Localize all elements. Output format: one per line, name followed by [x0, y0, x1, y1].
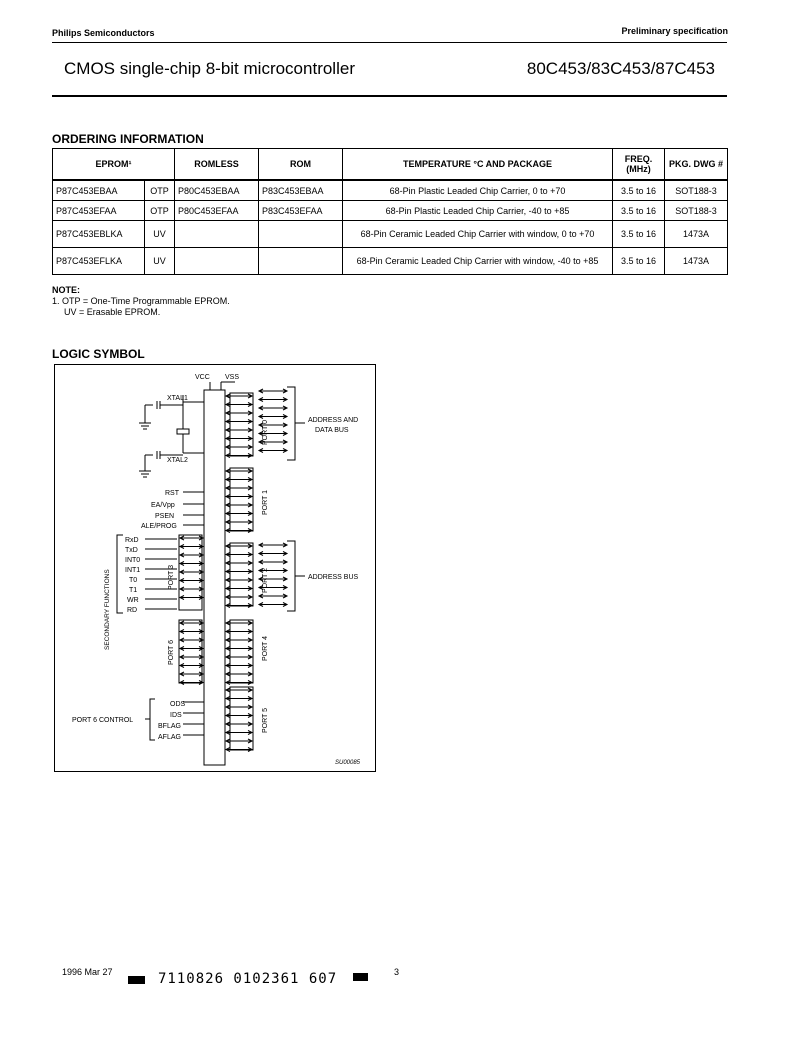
- col-eprom: EPROM¹: [53, 149, 175, 181]
- barcode-block-right: [353, 973, 368, 981]
- bflag-label: BFLAG: [158, 723, 181, 730]
- col-dwg: PKG. DWG #: [665, 149, 728, 181]
- ea-vpp-label: EA/Vpp: [151, 502, 175, 509]
- col-freq: FREQ. (MHz): [613, 149, 665, 181]
- port0-label: PORT 0: [262, 419, 269, 445]
- port1-label: PORT 1: [262, 489, 269, 515]
- footer-date: 1996 Mar 27: [62, 967, 113, 977]
- rd-label: RD: [127, 607, 138, 614]
- cell-type: OTP: [145, 180, 175, 201]
- xtal1-label: XTAL1: [167, 395, 188, 402]
- cell-dwg: 1473A: [665, 221, 728, 248]
- int0-label: INT0: [125, 557, 141, 564]
- port6-control-label: PORT 6 CONTROL: [72, 717, 134, 724]
- cell-rom: P83C453EFAA: [259, 201, 343, 221]
- rst-label: RST: [165, 490, 179, 497]
- cell-rom: [259, 221, 343, 248]
- cell-temp: 68-Pin Plastic Leaded Chip Carrier, 0 to +70: [343, 180, 613, 201]
- footer-barcode-number: 7110826 0102361 607: [158, 971, 338, 987]
- logic-symbol-diagram: [55, 365, 375, 771]
- col-romless: ROMLESS: [175, 149, 259, 181]
- cell-eprom: P87C453EFLKA: [53, 248, 145, 275]
- t1-label: T1: [129, 587, 138, 594]
- ods-label: ODS: [170, 701, 186, 708]
- table-row: [53, 248, 728, 275]
- cell-temp: 68-Pin Ceramic Leaded Chip Carrier with window, 0 to +70: [343, 221, 613, 248]
- cell-eprom: P87C453EFAA: [53, 201, 145, 221]
- table-row: [53, 201, 728, 221]
- page-number: 3: [394, 967, 400, 977]
- cell-romless: P80C453EFAA: [175, 201, 259, 221]
- header-rule: [52, 42, 727, 43]
- ordering-note: [52, 285, 230, 318]
- address-bus-label: ADDRESS BUS: [308, 574, 359, 581]
- port6-label: PORT 6: [168, 639, 175, 665]
- ids-label: IDS: [170, 712, 182, 719]
- rxd-label: RxD: [125, 537, 139, 544]
- int1-label: INT1: [125, 567, 141, 574]
- wr-label: WR: [127, 597, 139, 604]
- barcode-block-left: [128, 976, 145, 984]
- cell-freq: 3.5 to 16: [613, 221, 665, 248]
- cell-rom: [259, 248, 343, 275]
- cell-type: OTP: [145, 201, 175, 221]
- xtal2-label: XTAL2: [167, 457, 188, 464]
- addr-data-bus-label-1: ADDRESS AND: [308, 417, 359, 424]
- col-temperature: TEMPERATURE °C AND PACKAGE: [343, 149, 613, 181]
- company-name: Philips Semiconductors: [52, 28, 155, 38]
- cell-romless: [175, 221, 259, 248]
- cell-romless: P80C453EBAA: [175, 180, 259, 201]
- cell-eprom: P87C453EBLKA: [53, 221, 145, 248]
- logic-symbol-frame: [54, 364, 376, 772]
- cell-freq: 3.5 to 16: [613, 180, 665, 201]
- cell-type: UV: [145, 221, 175, 248]
- table-row: [53, 221, 728, 248]
- document-type: Preliminary specification: [621, 26, 728, 36]
- figure-code: SU00085: [335, 760, 361, 766]
- chip-body: [204, 390, 225, 765]
- port3-label: PORT 3: [168, 564, 175, 590]
- cell-temp: 68-Pin Ceramic Leaded Chip Carrier with window, -40 to +85: [343, 248, 613, 275]
- port5-label: PORT 5: [262, 707, 269, 733]
- secondary-functions-label: SECONDARY FUNCTIONS: [104, 569, 111, 650]
- ordering-table: [52, 148, 728, 275]
- cell-romless: [175, 248, 259, 275]
- table-row: [53, 180, 728, 201]
- cell-dwg: 1473A: [665, 248, 728, 275]
- ordering-heading: ORDERING INFORMATION: [52, 132, 204, 146]
- port4-label: PORT 4: [262, 635, 269, 661]
- note-line-2: UV = Erasable EPROM.: [64, 307, 161, 317]
- cell-freq: 3.5 to 16: [613, 201, 665, 221]
- addr-data-bus-label-2: DATA BUS: [315, 427, 349, 434]
- note-line-1: 1. OTP = One-Time Programmable EPROM.: [52, 296, 230, 306]
- cell-type: UV: [145, 248, 175, 275]
- txd-label: TxD: [125, 547, 138, 554]
- col-rom: ROM: [259, 149, 343, 181]
- vss-label: VSS: [225, 374, 240, 381]
- cell-dwg: SOT188-3: [665, 180, 728, 201]
- cell-rom: P83C453EBAA: [259, 180, 343, 201]
- cell-dwg: SOT188-3: [665, 201, 728, 221]
- cell-freq: 3.5 to 16: [613, 248, 665, 275]
- table-header-row: [53, 149, 728, 181]
- cell-temp: 68-Pin Plastic Leaded Chip Carrier, -40 to +85: [343, 201, 613, 221]
- note-title: NOTE:: [52, 285, 80, 295]
- part-numbers: 80C453/83C453/87C453: [526, 59, 715, 78]
- document-title: CMOS single-chip 8-bit microcontroller: [64, 59, 355, 78]
- port2-label: PORT 2: [262, 567, 269, 593]
- cell-eprom: P87C453EBAA: [53, 180, 145, 201]
- t0-label: T0: [129, 577, 138, 584]
- aflag-label: AFLAG: [158, 734, 181, 741]
- logic-symbol-heading: LOGIC SYMBOL: [52, 347, 145, 361]
- title-rule: [52, 95, 727, 97]
- vcc-label: VCC: [195, 374, 210, 381]
- psen-label: PSEN: [155, 513, 175, 520]
- ale-prog-label: ALE/PROG: [141, 523, 177, 530]
